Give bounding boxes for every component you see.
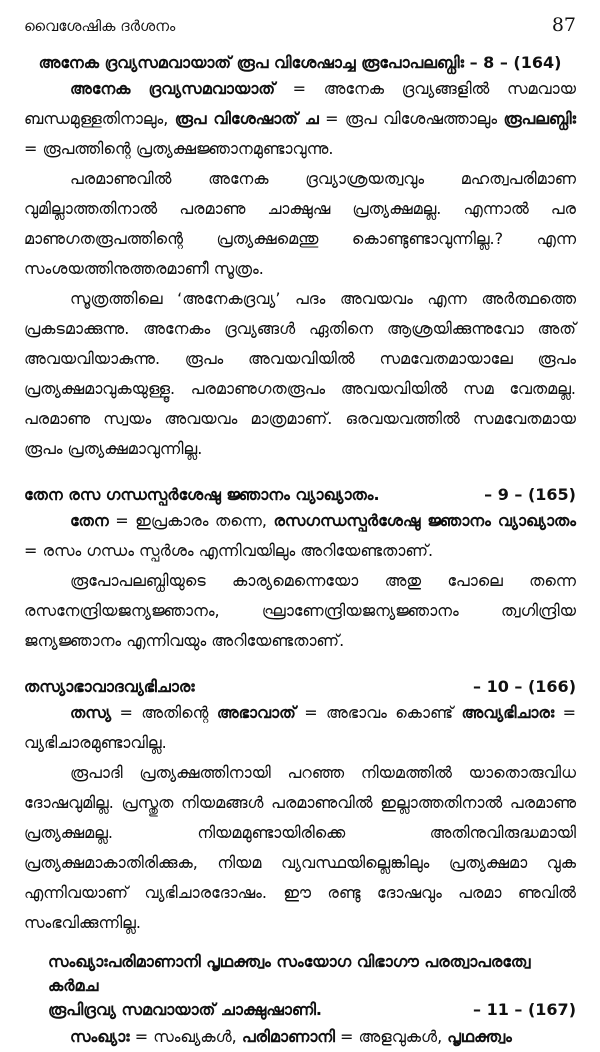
commentary-paragraph: സൂത്രത്തിലെ ‘അനേകദ്രവ്യ’ പദം അവയവം എന്ന അർത്ഥത്തെ പ്രകടമാക്കുന്നു. അനേകം ദ്രവ്യങ്ങൾ ഏതിനെ ആശ്രയിക്കുന്നുവോ അത് അവയവിയാകുന്നു. രൂപം അവയവിയിൽ സമവേതമായാലേ രൂപം പ്രത്യക്ഷമാവുകയുള്ളൂ. പരമാണുഗതരൂപം അവയവിയിൽ സമ വേതമല്ല. പരമാണു സ്വയം അവയവം മാത്രമാണ്. ഒരവയവത്തിൽ സമവേതമായ രൂപം പ്രത്യക്ഷമാവുന്നില്ല. <box>24 289 576 458</box>
sutra-text-line: സംഖ്യാഃപരിമാണാനി പൃഥക്ത്വം സംയോഗ വിഭാഗൗ പരത്വാപരത്വേ കർമച <box>48 952 531 995</box>
sutra-text: തേന രസ ഗന്ധസ്പർശേഷു ജ്ഞാനം വ്യാഖ്യാതം. <box>24 485 380 504</box>
gloss-meaning: = അനേക ദ്രവ്യങ്ങളിൽ സമവായ ബന്ധമുള്ളതിനാലും, <box>24 79 577 128</box>
running-head: വൈശേഷിക ദർശനം <box>24 17 176 35</box>
gloss-term: രൂപലബ്ധിഃ <box>503 109 576 128</box>
gloss-meaning: = രസം ഗന്ധം സ്പർശം എന്നിവയിലും അറിയേണ്ടതാണ്. <box>24 541 434 560</box>
page-header <box>24 14 576 42</box>
gloss-term: തസ്യ <box>70 703 112 722</box>
sutra-167-gloss <box>24 1022 576 1052</box>
sutra-165-heading <box>24 483 576 506</box>
gloss-meaning: = അളവുകൾ, <box>334 1027 448 1046</box>
gloss-meaning: = വ്യഭിചാരമുണ്ടാവില്ല. <box>24 703 576 752</box>
sutra-164-gloss <box>24 74 576 164</box>
gloss-term: അവ്യഭിചാരഃ <box>461 703 555 722</box>
commentary-paragraph: പരമാണുവിൽ അനേക ദ്രവ്യാശ്രയത്വവും മഹത്വപരിമാണ വുമില്ലാത്തതിനാൽ പരമാണു ചാക്ഷുഷ പ്രത്യക്ഷമല്ല. എന്നാൽ പര മാണുഗതരൂപത്തിന്റെ പ്രത്യക്ഷമെന്തു കൊണ്ടുണ്ടാവുന്നില്ല.? എന്ന സംശയത്തിനുത്തരമാണീ സൂത്രം. <box>24 169 576 278</box>
sutra-166-heading <box>24 675 576 698</box>
sutra-166-gloss <box>24 698 576 758</box>
sutra-number: – 11 – (167) <box>473 1000 576 1019</box>
gloss-term: പൃഥക്ത്വം <box>447 1027 512 1046</box>
sutra-167-heading <box>24 950 576 1022</box>
gloss-term: രസഗന്ധസ്പർശേഷു ജ്ഞാനം വ്യാഖ്യാതം <box>273 511 577 530</box>
sutra-text: അനേക ദ്രവ്യസമവായാത് രൂപ വിശേഷാച്ച രൂപോപലബ്ധിഃ – 8 – (164) <box>38 53 562 72</box>
gloss-meaning: = രൂപ വിശേഷത്താലും <box>318 109 504 128</box>
commentary-paragraph: രൂപാദി പ്രത്യക്ഷത്തിനായി പറഞ്ഞ നിയമത്തിൽ യാതൊരുവിധ ദോഷവുമില്ല. പ്രസ്തുത നിയമങ്ങൾ പരമാണുവിൽ ഇല്ലാത്തതിനാൽ പരമാണു പ്രത്യക്ഷമല്ല. നിയമമുണ്ടായിരിക്കെ അതിനുവിരുദ്ധമായി പ്രത്യക്ഷമാകാതിരിക്കുക, നിയമ വ്യവസ്ഥയില്ലെങ്കിലും പ്രത്യക്ഷമാ വുക എന്നിവയാണ് വ്യഭിചാരദോഷം. ഈ രണ്ടു ദോഷവും പരമാ ണുവിൽ സംഭവിക്കുന്നില്ല. <box>24 763 576 932</box>
sutra-number: – 10 – (166) <box>473 677 576 696</box>
gloss-meaning: = രൂപത്തിന്റെ പ്രത്യക്ഷജ്ഞാനമുണ്ടാവുന്നു. <box>24 139 334 158</box>
gloss-meaning: = അതിന്റെ <box>111 703 217 722</box>
sutra-number: – 9 – (165) <box>484 485 576 504</box>
gloss-meaning: = ഇപ്രകാരം തന്നെ, <box>108 511 274 530</box>
sutra-text: തസ്യാഭാവാദവ്യഭിചാരഃ <box>24 677 195 696</box>
gloss-term: രൂപ വിശേഷാത് ച <box>174 109 319 128</box>
gloss-term: പരിമാണാനി <box>241 1027 335 1046</box>
sutra-text-line: രൂപിദ്രവ്യ സമവായാത് ചാക്ഷുഷാണി. <box>48 1000 323 1019</box>
page-number: 87 <box>551 14 576 36</box>
gloss-term: അനേക ദ്രവ്യസമവായാത് <box>70 79 276 98</box>
gloss-meaning: = അഭാവം കൊണ്ട് <box>295 703 462 722</box>
sutra-164-heading <box>24 51 576 74</box>
gloss-term: അഭാവാത് <box>216 703 296 722</box>
sutra-165-gloss <box>24 506 576 566</box>
gloss-term: തേന <box>70 511 109 530</box>
commentary-paragraph: രൂപോപലബ്ധിയുടെ കാര്യമെന്നെയോ അതു പോലെ തന്നെ രസനേന്ദ്രിയജന്യജ്ഞാനം, ഘ്രാണേന്ദ്രിയജന്യജ്ഞാനം ത്വഗിന്ദ്രിയ ജന്യജ്ഞാനം എന്നിവയും അറിയേണ്ടതാണ്. <box>24 571 576 650</box>
gloss-term: സംഖ്യാഃ <box>70 1027 130 1046</box>
gloss-meaning: = സംഖ്യകൾ, <box>129 1027 242 1046</box>
